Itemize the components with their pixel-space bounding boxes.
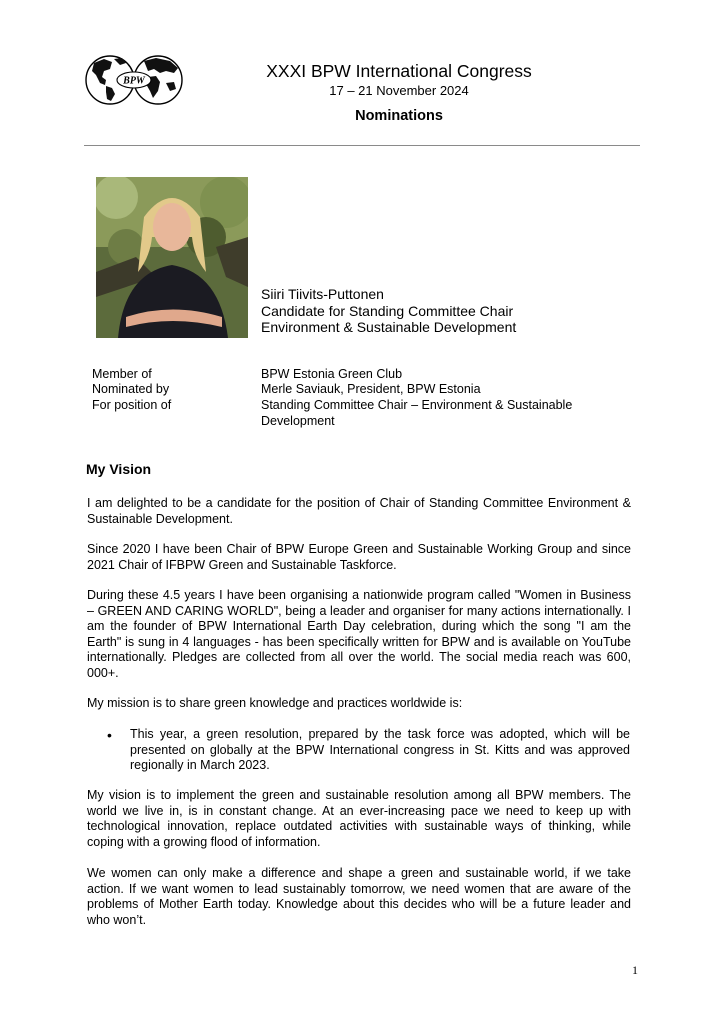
candidate-role: Candidate for Standing Committee Chair xyxy=(261,302,514,319)
candidate-name: Siiri Tiivits-Puttonen xyxy=(261,286,384,302)
header-divider xyxy=(84,145,640,146)
candidate-area: Environment & Sustainable Development xyxy=(261,319,517,335)
logo-text: BPW xyxy=(123,75,145,87)
nominated-by-value: Merle Saviauk, President, BPW Estonia xyxy=(261,382,481,396)
bpw-logo xyxy=(84,53,184,107)
vision-heading: My Vision xyxy=(86,461,152,477)
vision-paragraph-3: During these 4.5 years I have been organising a nationwide program called "Women in Business – GREEN AND CARING WORLD", being a leader and organiser for many actions internationally. I am the founder of BPW International Earth Day celebration, during which the song "I am the Earth" is sung in 4 languages - has been specifically written for BPW and is available on YouTube internationally. Pledges are collected from all over the world. The social media reach was 600, 000+. xyxy=(87,588,631,680)
nominations-heading: Nominations xyxy=(355,108,443,124)
vision-paragraph-4: My mission is to share green knowledge and practices worldwide is: xyxy=(87,696,463,710)
page-number: 1 xyxy=(632,963,638,977)
position-label: For position of xyxy=(92,398,172,412)
member-of-value: BPW Estonia Green Club xyxy=(261,367,403,381)
congress-title: XXXI BPW International Congress xyxy=(266,61,532,81)
vision-paragraph-2: Since 2020 I have been Chair of BPW Europe Green and Sustainable Working Group and since 2021 Chair of IFBPW Green and Sustainable Taskforce. xyxy=(87,542,631,572)
candidate-block xyxy=(261,286,516,336)
vision-paragraph-1: I am delighted to be a candidate for the position of Chair of Standing Committee Environment & Sustainable Development. xyxy=(87,496,631,526)
vision-paragraph-6: We women can only make a difference and shape a green and sustainable world, if we take action. If we want women to lead sustainably tomorrow, we need women that are aware of the problems of Mother Earth today. Knowledge about this decides who will be a future leader and who won’t. xyxy=(87,866,631,927)
vision-bullet: This year, a green resolution, prepared by the task force was adopted, which will be presented on globally at the BPW International congress in St. Kitts and was approved regionally in March 2023. xyxy=(130,727,630,772)
position-value: Standing Committee Chair – Environment & Sustainable Development xyxy=(261,398,573,428)
vision-paragraph-5: My vision is to implement the green and sustainable resolution among all BPW members. The world we live in, is in constant change. At an ever-increasing pace we need to keep up with technological innovation, replace outdated activities with sustainable ways of thinking, while coping with a growing flood of information. xyxy=(87,788,631,849)
member-of-label: Member of xyxy=(92,367,152,381)
nominated-by-label: Nominated by xyxy=(92,382,170,396)
bullet-marker: • xyxy=(107,727,112,743)
candidate-photo xyxy=(96,177,248,338)
congress-dates: 17 – 21 November 2024 xyxy=(329,83,469,98)
